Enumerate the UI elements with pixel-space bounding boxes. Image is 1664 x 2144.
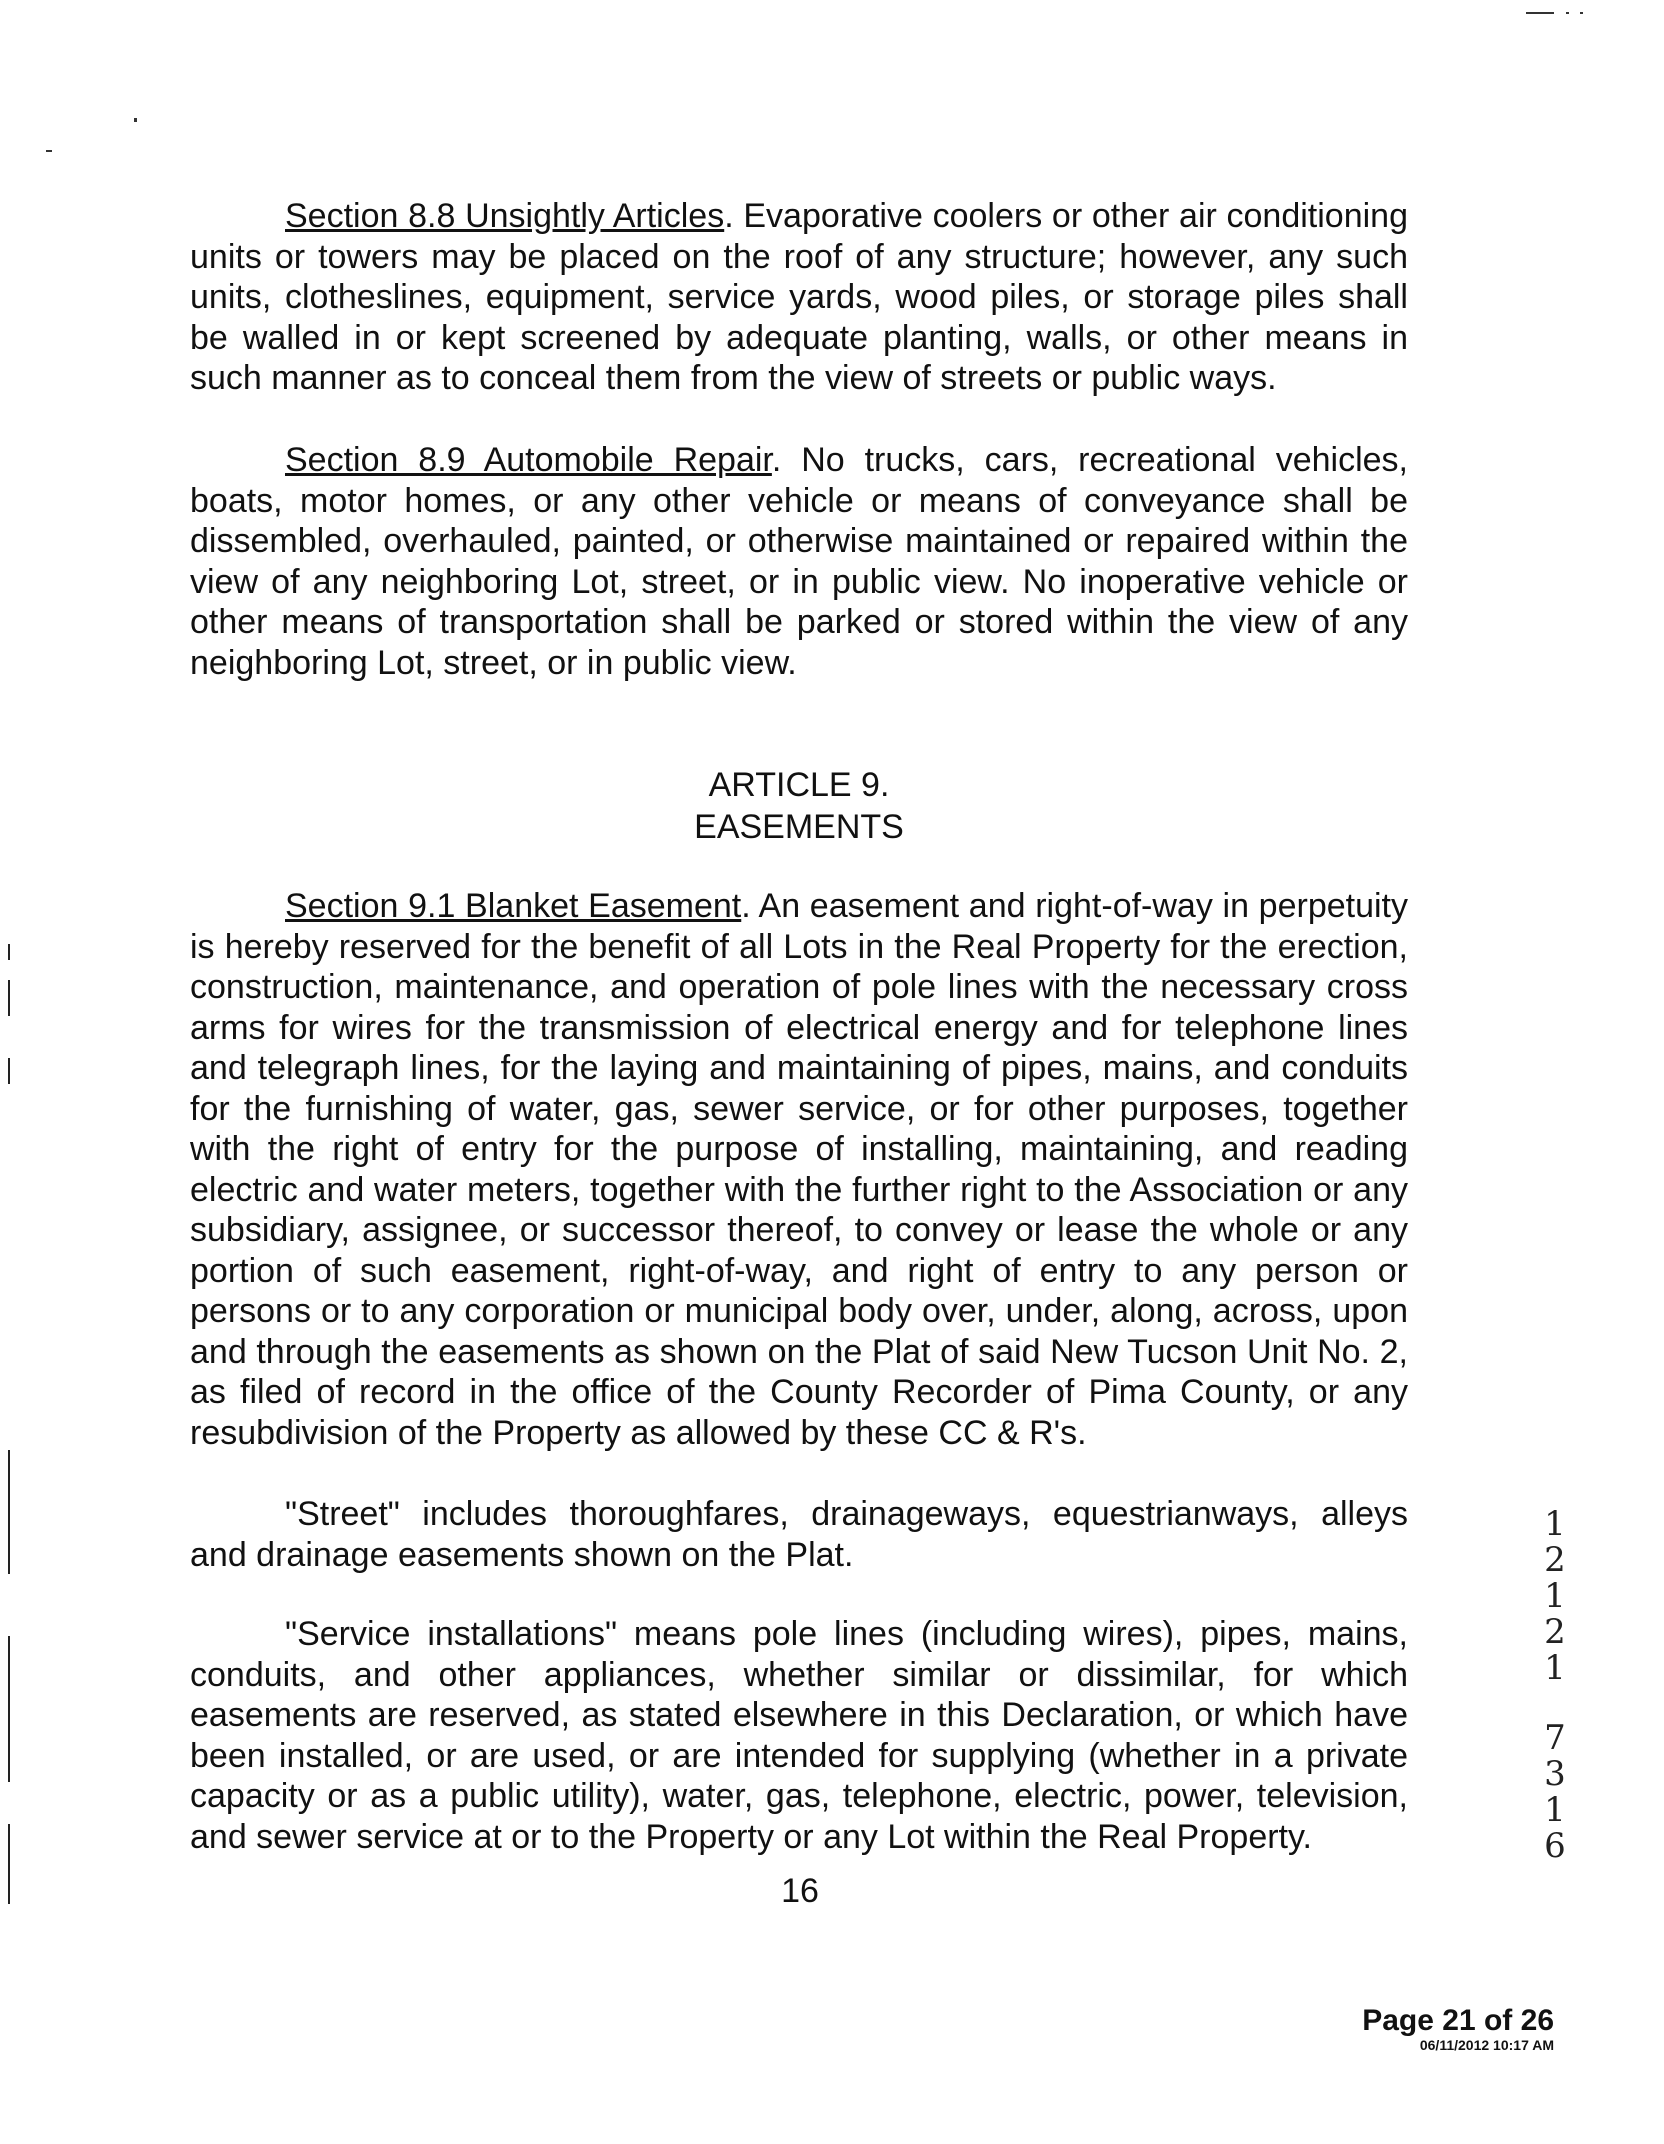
margin-document-number (1540, 1506, 1570, 1864)
margin-digit: 1 (1544, 1576, 1566, 1616)
margin-digit: 1 (1544, 1648, 1566, 1688)
scan-speck (134, 118, 137, 122)
margin-digit: 7 (1544, 1718, 1566, 1758)
definition-street (190, 1494, 1408, 1575)
section-9-1-heading: Section 9.1 Blanket Easement (285, 887, 742, 925)
section-8-8-heading: Section 8.8 Unsightly Articles (285, 197, 725, 235)
scan-mark (8, 944, 10, 960)
scan-mark (8, 1636, 10, 1782)
margin-digit: 2 (1544, 1540, 1566, 1580)
margin-digit: 2 (1544, 1612, 1566, 1652)
page-number: 16 (781, 1872, 819, 1910)
scan-mark (8, 1058, 10, 1084)
margin-digit: 1 (1544, 1504, 1566, 1544)
stamp-timestamp: 06/11/2012 10:17 AM (1419, 2037, 1554, 2053)
margin-gap (1540, 1686, 1570, 1720)
definition-service-installations (190, 1614, 1408, 1857)
recorder-stamp (1362, 2006, 1554, 2054)
scan-mark (8, 980, 10, 1016)
scan-mark (8, 1450, 10, 1574)
definition-street-text: "Street" includes thoroughfares, drainageways, equestrianways, alleys and drainage easements shown on the Plat. (190, 1495, 1408, 1574)
section-8-9-heading: Section 8.9 Automobile Repair (285, 441, 772, 479)
stamp-page: Page 21 of 26 (1362, 2004, 1554, 2037)
section-8-8-body: . Evaporative coolers or other air conditioning units or towers may be placed on the roof of any structure; however, any such units, clotheslines, equipment, service yards, wood piles, or storage piles shall be walled in or kept screened by adequate planting, walls, or other means in such manner as to conceal them from the view of streets or public ways. (190, 197, 1408, 397)
margin-digit: 6 (1544, 1826, 1566, 1866)
scan-mark (8, 1824, 10, 1904)
section-8-9 (190, 440, 1408, 683)
article-number: ARTICLE 9. (708, 766, 890, 804)
scan-speck (1526, 12, 1554, 14)
article-title: EASEMENTS (694, 808, 904, 846)
scan-speck (46, 150, 52, 152)
section-8-9-body: . No trucks, cars, recreational vehicles, boats, motor homes, or any other vehicle or means of conveyance shall be dissembled, overhauled, painted, or otherwise maintained or repaired within the view of any neighboring Lot, street, or in public view. No inoperative vehicle or other means of transportation shall be parked or stored within the view of any neighboring Lot, street, or in public view. (190, 441, 1408, 682)
section-9-1-body: . An easement and right-of-way in perpetuity is hereby reserved for the benefit of all Lots in the Real Property for the erection, construction, maintenance, and operation of pole lines with the necessary cross arms for wires for the transmission of electrical energy and for telephone lines and telegraph lines, for the laying and maintaining of pipes, mains, and conduits for the furnishing of water, gas, sewer service, or for other purposes, together with the right of entry for the purpose of installing, maintaining, and reading electric and water meters, together with the further right to the Association or any subsidiary, assignee, or successor thereof, to convey or lease the whole or any portion of such easement, right-of-way, and right of entry to any person or persons or to any corporation or municipal body over, under, along, across, upon and through the easements as shown on the Plat of said New Tucson Unit No. 2, as filed of record in the office of the County Recorder of Pima County, or any resubdivision of the Property as allowed by these CC & R's. (190, 887, 1408, 1452)
margin-digit: 3 (1544, 1754, 1566, 1794)
section-9-1 (190, 886, 1408, 1453)
scan-speck (1580, 12, 1583, 14)
margin-digit: 1 (1544, 1790, 1566, 1830)
definition-service-installations-text: "Service installations" means pole lines (including wires), pipes, mains, conduits, and other appliances, whether similar or dissimilar, for which easements are reserved, as stated elsewhere in this Declaration, or which have been installed, or are used, or are intended for supplying (whether in a private capacity or as a public utility), water, gas, telephone, electric, power, television, and sewer service at or to the Property or any Lot within the Real Property. (190, 1615, 1408, 1856)
section-8-8 (190, 196, 1408, 399)
scan-speck (1566, 12, 1569, 14)
